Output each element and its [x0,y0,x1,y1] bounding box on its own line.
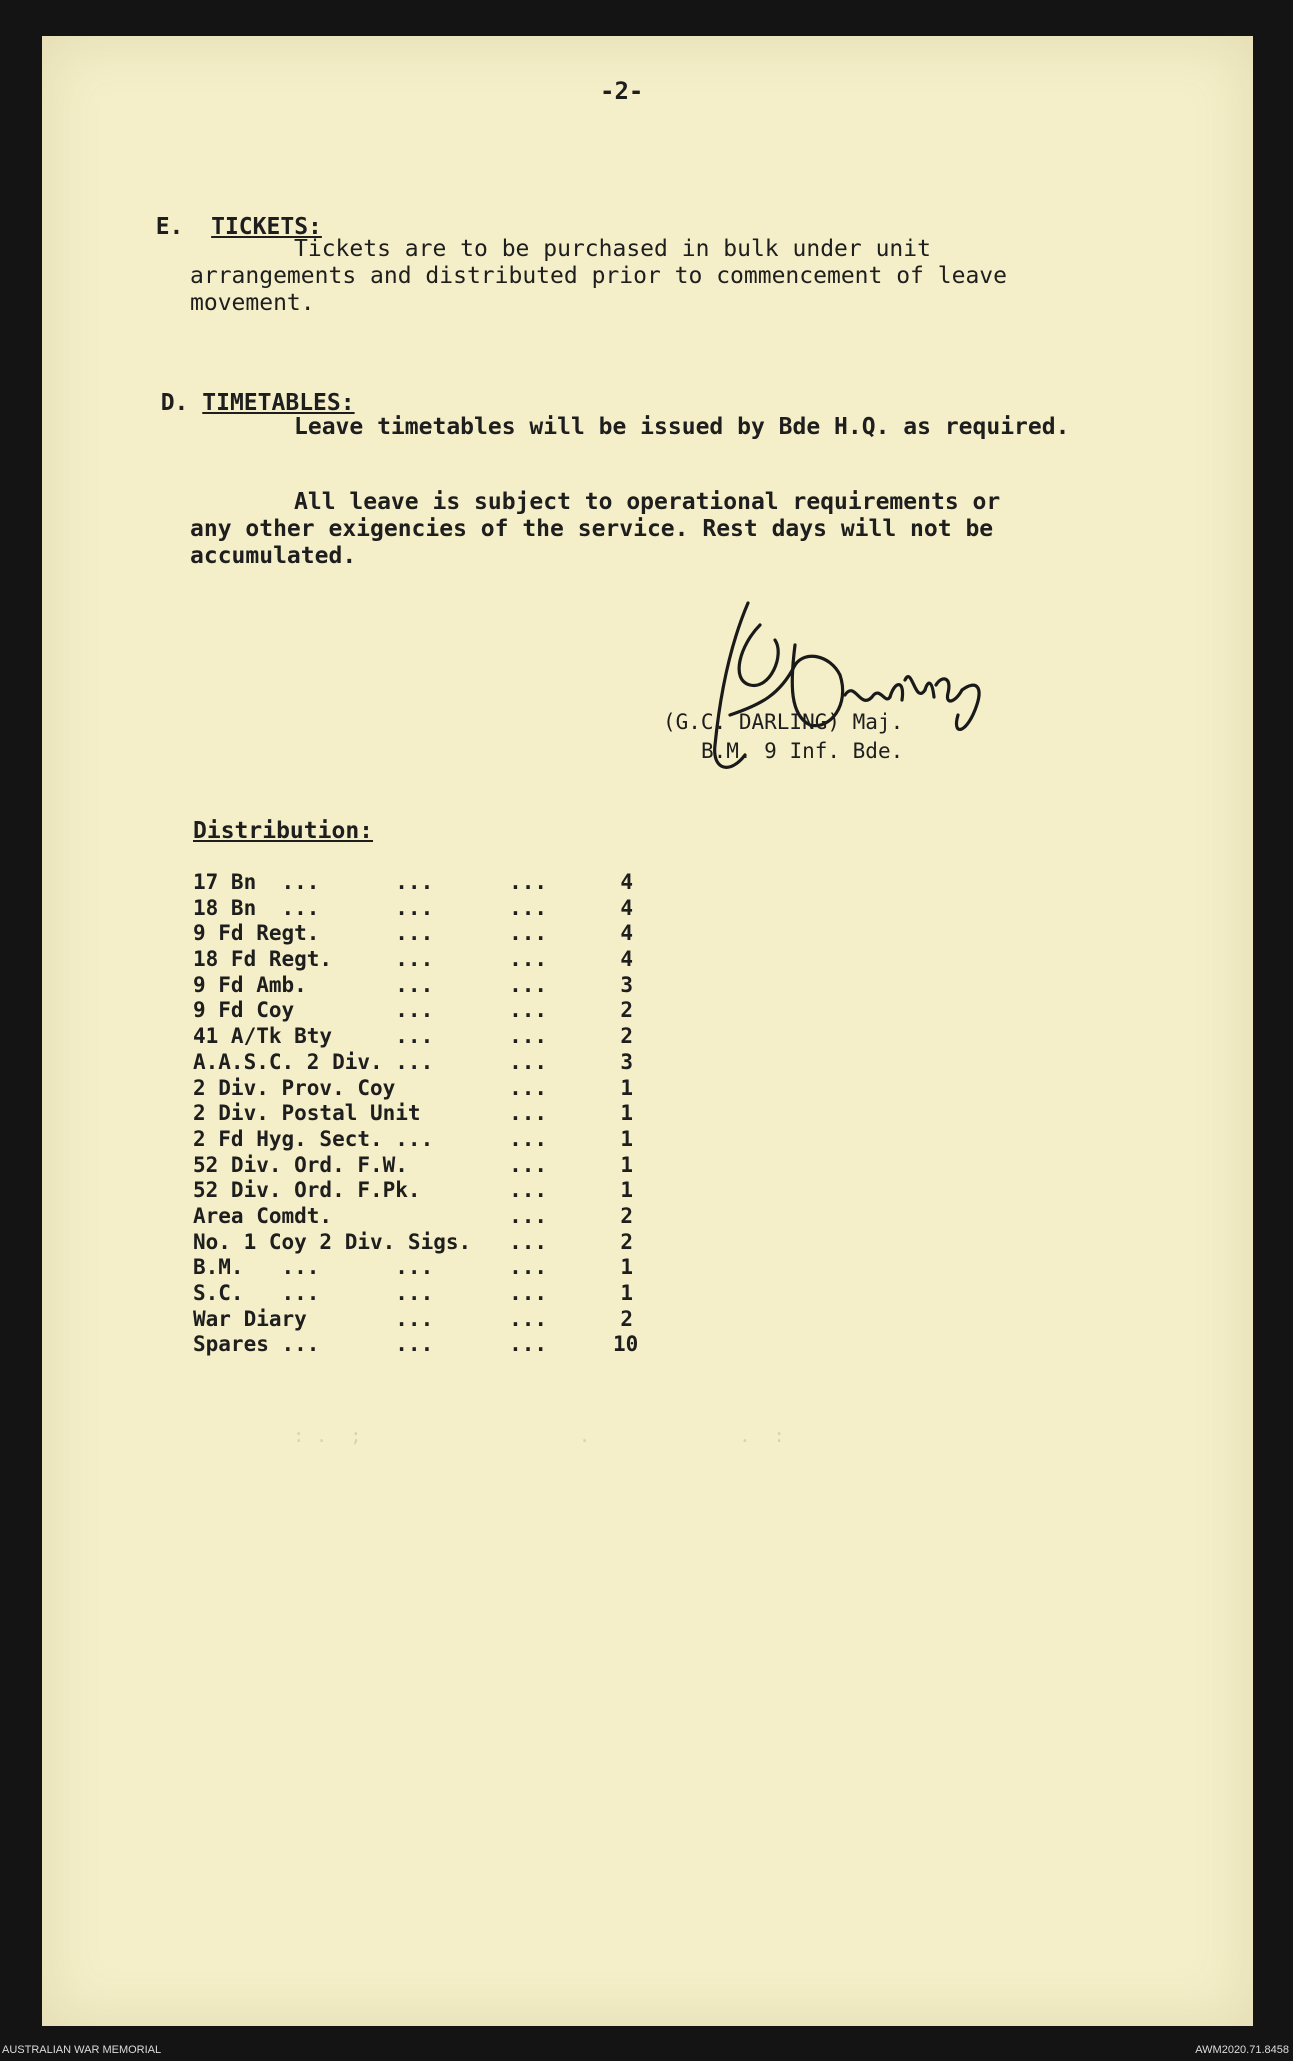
distribution-copies: 2 [620,998,633,1023]
distribution-copies: 3 [620,972,633,997]
distribution-unit: 52 Div. Ord. F.W. ... [193,1152,548,1177]
distribution-unit: 9 Fd Amb. ... ... [193,972,548,997]
signatory-name: (G.C. DARLING) Maj. [663,710,904,734]
show-through-text: : . ; . . : [190,1425,785,1447]
distribution-row [193,870,633,896]
footer-credit: AUSTRALIAN WAR MEMORIAL [2,2044,162,2056]
section-e-heading [128,188,322,240]
distribution-row [193,1101,633,1127]
distribution-copies: 4 [620,870,633,894]
distribution-copies: 4 [620,947,633,972]
distribution-unit: 41 A/Tk Bty ... ... [193,1024,548,1049]
distribution-row [193,1307,633,1333]
distribution-unit: 2 Div. Prov. Coy ... [193,1075,548,1100]
distribution-copies: 1 [620,1126,633,1151]
section-e-line-1: Tickets are to be purchased in bulk under unit [294,236,931,262]
distribution-unit: 9 Fd Coy ... ... [193,998,548,1023]
distribution-unit: 2 Div. Postal Unit ... [193,1101,548,1126]
distribution-row [193,1204,633,1230]
distribution-unit: Area Comdt. ... [193,1203,548,1228]
distribution-row [193,921,633,947]
distribution-copies: 1 [620,1255,633,1280]
distribution-row [193,998,633,1024]
distribution-copies: 1 [620,1075,633,1100]
distribution-row [193,1281,633,1307]
distribution-row [193,1178,633,1204]
distribution-row [193,1230,633,1256]
distribution-copies: 2 [620,1203,633,1228]
distribution-copies: 1 [620,1152,633,1177]
closing-line-2: any other exigencies of the service. Rest days will not be [190,516,994,542]
distribution-unit: 18 Fd Regt. ... ... [193,947,548,972]
distribution-row [193,1332,639,1358]
distribution-copies: 10 [613,1332,639,1357]
distribution-copies: 4 [620,921,633,946]
footer-accession-number: AWM2020.71.8458 [1195,2044,1289,2056]
distribution-unit: 52 Div. Ord. F.Pk. ... [193,1178,548,1203]
section-e-letter: E. [155,214,184,240]
distribution-copies: 1 [620,1178,633,1203]
distribution-copies: 1 [620,1281,633,1305]
closing-line-3: accumulated. [190,543,357,569]
distribution-row [193,1024,633,1050]
section-e-line-3: movement. [190,290,315,316]
distribution-copies: 3 [620,1049,633,1074]
closing-line-1: All leave is subject to operational requirements or [294,489,1001,515]
distribution-row [193,1255,633,1281]
distribution-unit: No. 1 Coy 2 Div. Sigs. ... [193,1229,548,1254]
distribution-unit: S.C. ... ... ... [193,1281,548,1305]
distribution-list [193,870,639,1358]
distribution-row [193,1127,633,1153]
distribution-heading: Distribution: [193,818,374,844]
distribution-copies: 2 [620,1024,633,1049]
distribution-row [193,947,633,973]
section-e-title: TICKETS: [211,214,322,240]
distribution-unit: 18 Bn ... ... ... [193,895,548,920]
signatory-title: B.M. 9 Inf. Bde. [700,739,904,763]
distribution-row [193,1153,633,1179]
section-e-line-2: arrangements and distributed prior to commencement of leave [190,263,1007,289]
distribution-row [193,1076,633,1102]
page-number: -2- [600,77,644,105]
distribution-unit: 9 Fd Regt. ... ... [193,921,548,946]
distribution-copies: 2 [620,1306,633,1331]
distribution-row [193,1050,633,1076]
distribution-copies: 1 [620,1101,633,1126]
distribution-unit: B.M. ... ... ... [193,1255,548,1280]
distribution-copies: 2 [620,1229,633,1254]
section-d-letter: D. [160,390,189,416]
distribution-unit: A.A.S.C. 2 Div. ... ... [193,1049,548,1074]
distribution-copies: 4 [620,895,633,920]
section-d-line-1: Leave timetables will be issued by Bde H.Q. as required. [294,414,1070,440]
distribution-unit: Spares ... ... ... [193,1332,548,1357]
distribution-row [193,896,633,922]
distribution-unit: 2 Fd Hyg. Sect. ... ... [193,1126,548,1151]
distribution-unit: War Diary ... ... [193,1306,548,1331]
section-d-heading [133,364,355,416]
distribution-row [193,973,633,999]
section-d-title: TIMETABLES: [202,390,355,416]
signature-block [663,708,903,766]
distribution-unit: 17 Bn ... ... ... [193,870,548,894]
